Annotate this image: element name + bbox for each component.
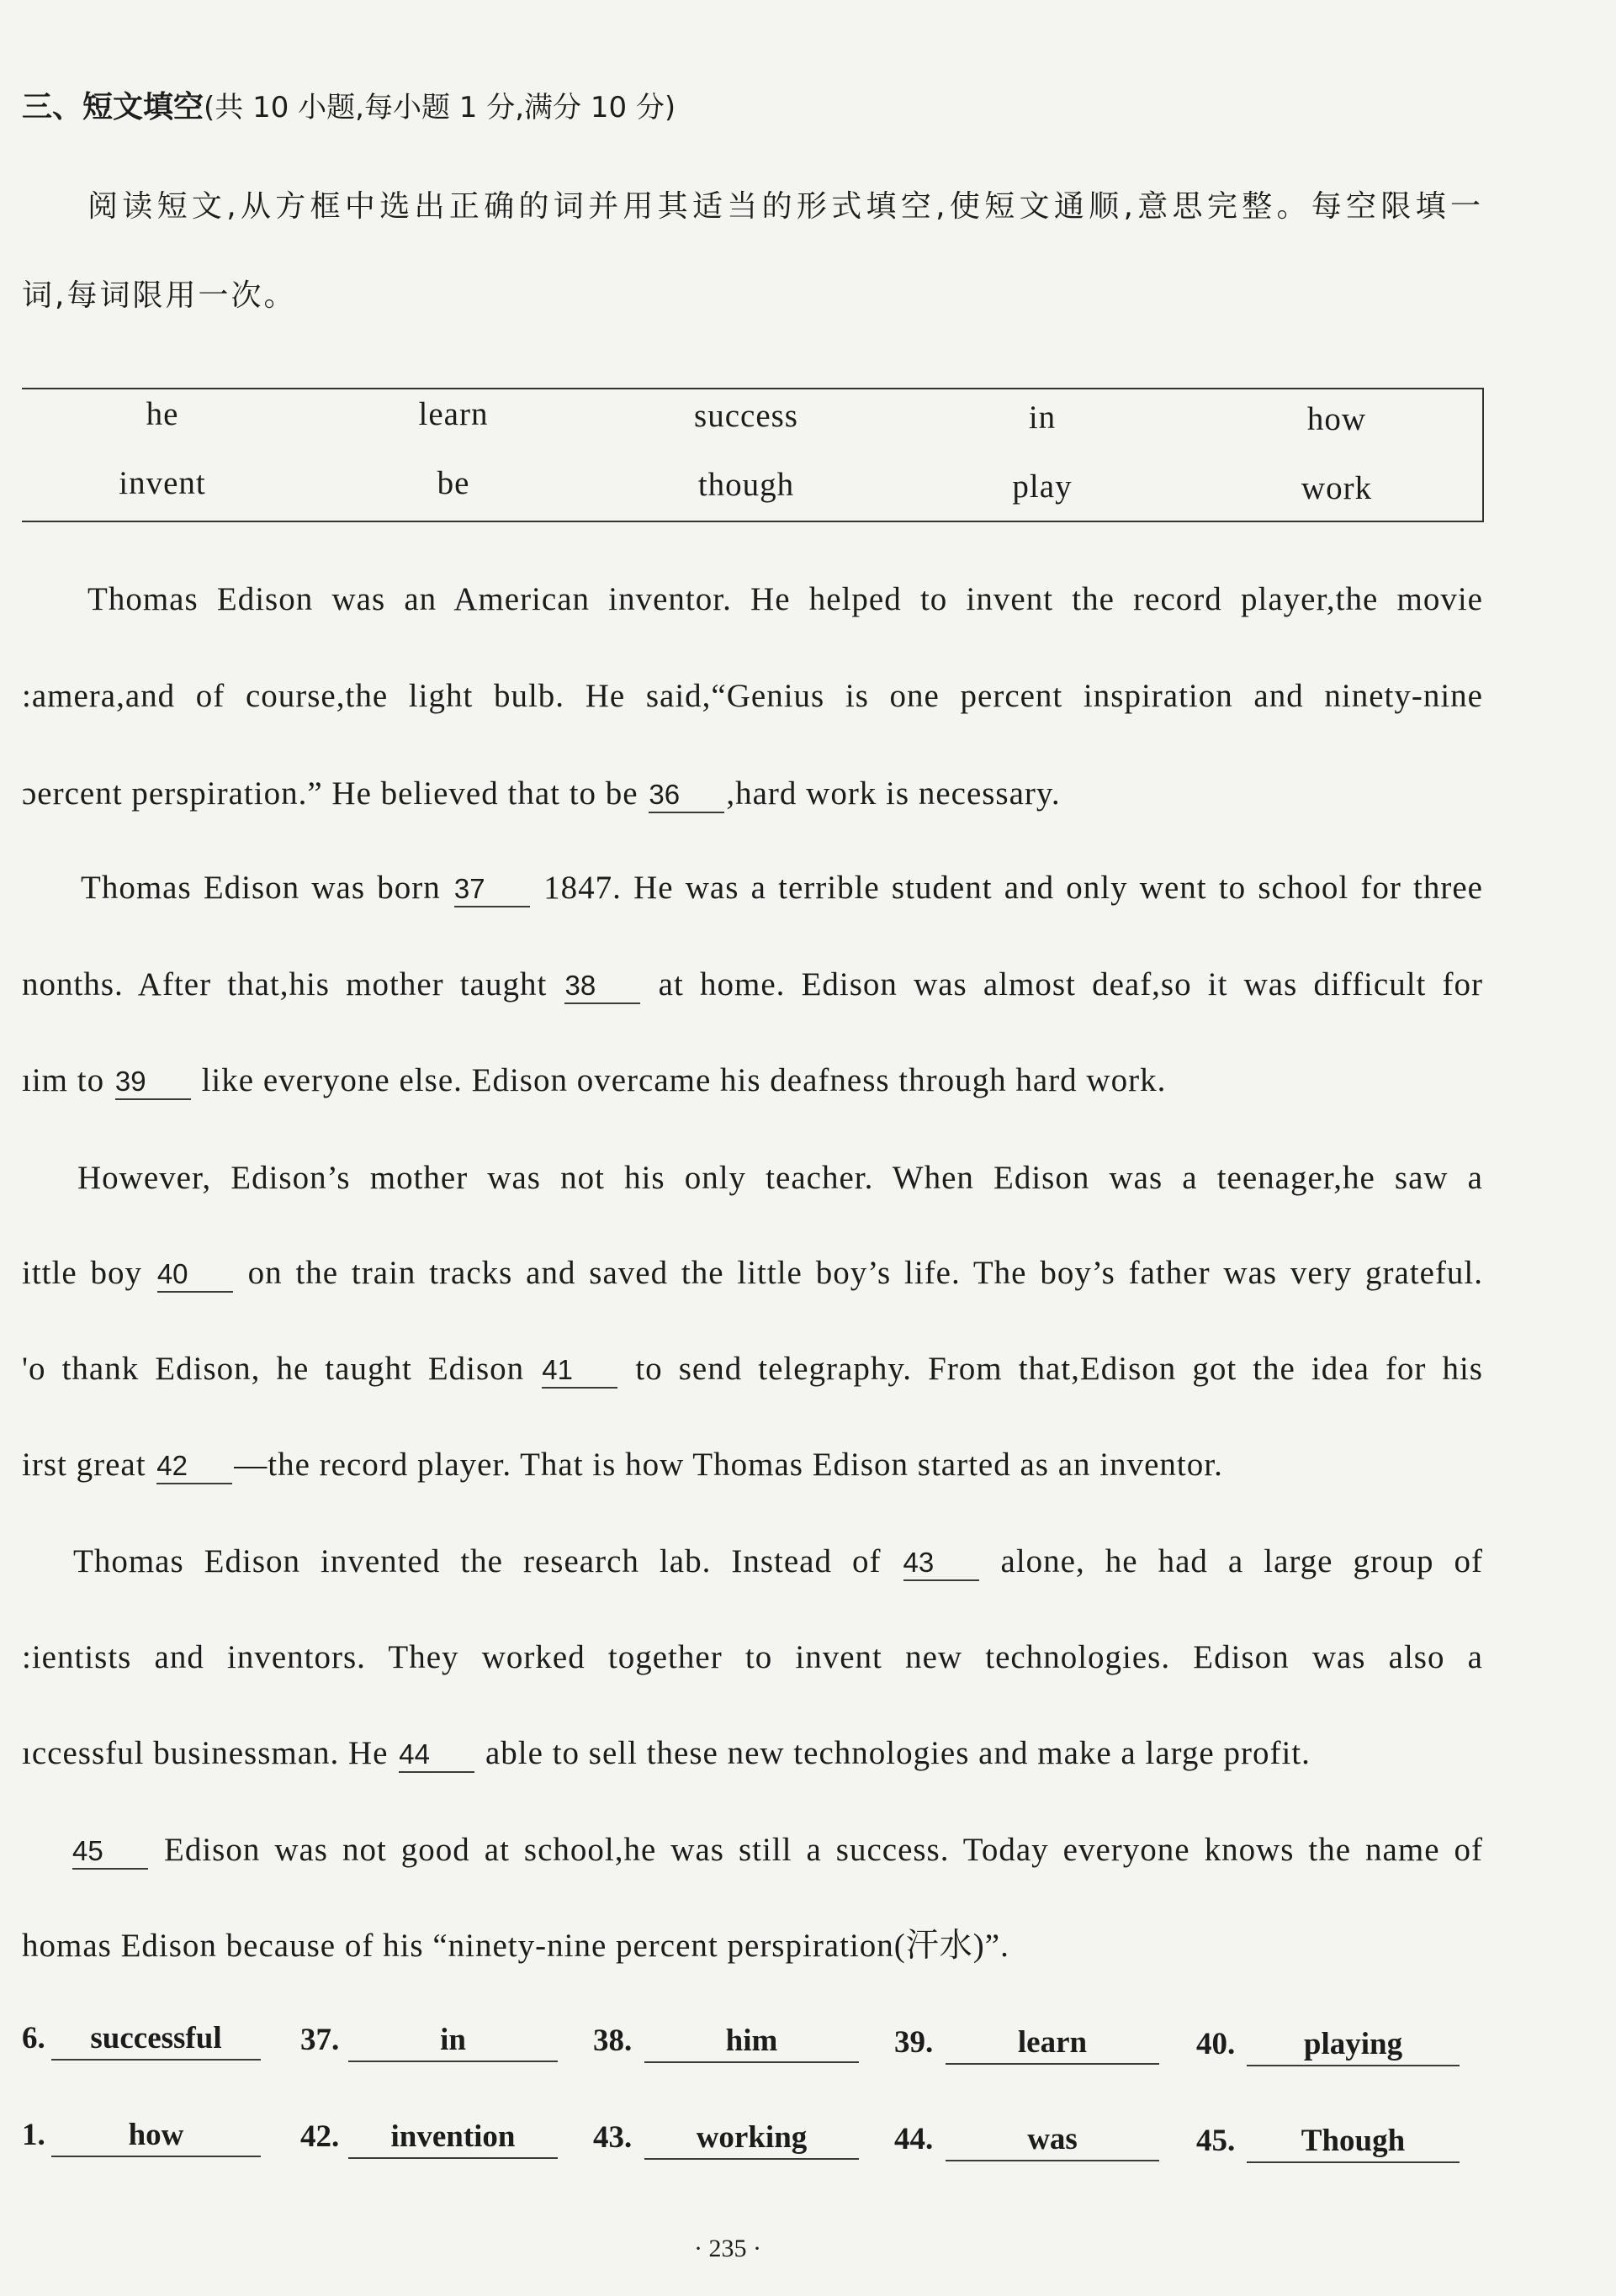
passage-line (73, 1540, 1483, 1584)
word-box-item: be (437, 465, 470, 501)
passage-line (22, 1347, 1483, 1391)
answer-number: 43. (593, 2120, 633, 2155)
answer-value: successful (51, 2018, 261, 2061)
passage-text: nonths. After that,his mother taught (22, 966, 548, 1003)
answer-number: 38. (593, 2024, 633, 2058)
passage-text: alone, he had a large group of (1000, 1543, 1484, 1579)
passage-line (22, 1443, 1483, 1487)
passage-text: —the record player. That is how Thomas Edison started as an inventor. (234, 1447, 1223, 1483)
answer-number: 37. (300, 2023, 340, 2057)
passage-line (22, 1059, 1483, 1103)
page-number: · 235 · (694, 2235, 761, 2262)
answer-value: Though (1247, 2121, 1460, 2163)
word-box-item: learn (418, 396, 489, 432)
passage-text: 'o thank Edison, he taught Edison (22, 1351, 525, 1387)
answer-number: 6. (22, 2021, 45, 2055)
instruction-line-1: 阅读短文,从方框中选出正确的词并用其适当的形式填空,使短文通顺,意思完整。每空限填一 (87, 189, 1483, 224)
answer-number: 1. (22, 2118, 45, 2152)
passage-text: irst great (22, 1447, 146, 1483)
passage-line (22, 772, 1483, 816)
passage-text: Thomas Edison invented the research lab. Instead of (73, 1543, 882, 1579)
blank-42: 42 (156, 1449, 232, 1484)
passage-line: However, Edison’s mother was not his only teacher. When Edison was a teenager,he saw a (77, 1160, 1483, 1196)
answer-value: him (644, 2021, 859, 2063)
passage-text: Edison was not good at school,he was still a success. Today everyone knows the name of (164, 1832, 1483, 1868)
answer-number: 39. (894, 2025, 934, 2060)
passage-text: ıim to (22, 1062, 105, 1098)
answer-value: invention (348, 2117, 558, 2159)
blank-38: 38 (564, 969, 640, 1004)
passage-line: :amera,and of course,the light bulb. He said,“Genius is one percent inspiration and ninety-nine (22, 678, 1483, 714)
instruction-line-2: 词,每词限用一次。 (22, 278, 297, 313)
answer-value: working (644, 2118, 859, 2160)
section-heading: 三、短文填空 (22, 90, 204, 124)
passage-line: :ientists and inventors. They worked together to invent new technologies. Edison was also a (22, 1639, 1483, 1675)
passage-line: Thomas Edison was an American inventor. He helped to invent the record player,the movie (87, 581, 1483, 617)
blank-39: 39 (115, 1065, 191, 1100)
answer-number: 42. (300, 2119, 340, 2154)
answer-number: 45. (1196, 2124, 1236, 2158)
answer-value: how (51, 2115, 261, 2157)
section-score-note: (共 10 小题,每小题 1 分,满分 10 分) (204, 91, 676, 124)
blank-44: 44 (399, 1738, 474, 1773)
answer-number: 40. (1196, 2027, 1236, 2061)
passage-text: Thomas Edison was born (81, 870, 441, 906)
blank-41: 41 (542, 1353, 617, 1389)
blank-37: 37 (454, 872, 530, 907)
section-title (22, 87, 676, 128)
word-box-item: play (1012, 468, 1073, 505)
blank-40: 40 (157, 1257, 233, 1293)
word-box-item: work (1301, 470, 1373, 506)
answer-number: 44. (894, 2122, 934, 2156)
passage-text: ɔercent perspiration.” He believed that to be (22, 775, 638, 812)
passage-text: ,hard work is necessary. (726, 775, 1061, 812)
word-box-item: success (694, 398, 798, 434)
passage-text: at home. Edison was almost deaf,so it was difficult for (658, 966, 1484, 1003)
passage-line (22, 963, 1483, 1007)
blank-36: 36 (649, 778, 724, 813)
passage-text: ıccessful businessman. He (22, 1735, 389, 1771)
word-box-item: he (146, 396, 179, 432)
passage-line (71, 1828, 1483, 1872)
passage-line (22, 1251, 1483, 1295)
answer-value: was (946, 2119, 1159, 2161)
word-box-item: though (697, 467, 795, 503)
word-box-item: invent (119, 465, 206, 501)
passage-text: ittle boy (22, 1255, 142, 1291)
answer-value: playing (1247, 2024, 1460, 2066)
passage-text: to send telegraphy. From that,Edison got the idea for his (635, 1351, 1483, 1387)
passage-text: able to sell these new technologies and make a large profit. (485, 1735, 1311, 1771)
word-box-item: how (1306, 401, 1367, 437)
passage-line (22, 1732, 1483, 1775)
passage-text: on the train tracks and saved the little boy’s life. The boy’s father was very grateful. (247, 1255, 1484, 1291)
passage-line (81, 866, 1483, 910)
word-box-item: in (1028, 399, 1057, 436)
passage-text: 1847. He was a terrible student and only went to school for three (543, 870, 1483, 906)
passage-line: homas Edison because of his “ninety-nine percent perspiration(汗水)”. (22, 1928, 1009, 1964)
answer-value: in (348, 2020, 558, 2062)
blank-43: 43 (903, 1546, 979, 1581)
passage-text: like everyone else. Edison overcame his deafness through hard work. (201, 1062, 1167, 1098)
blank-45: 45 (72, 1834, 148, 1870)
answer-value: learn (946, 2023, 1159, 2065)
